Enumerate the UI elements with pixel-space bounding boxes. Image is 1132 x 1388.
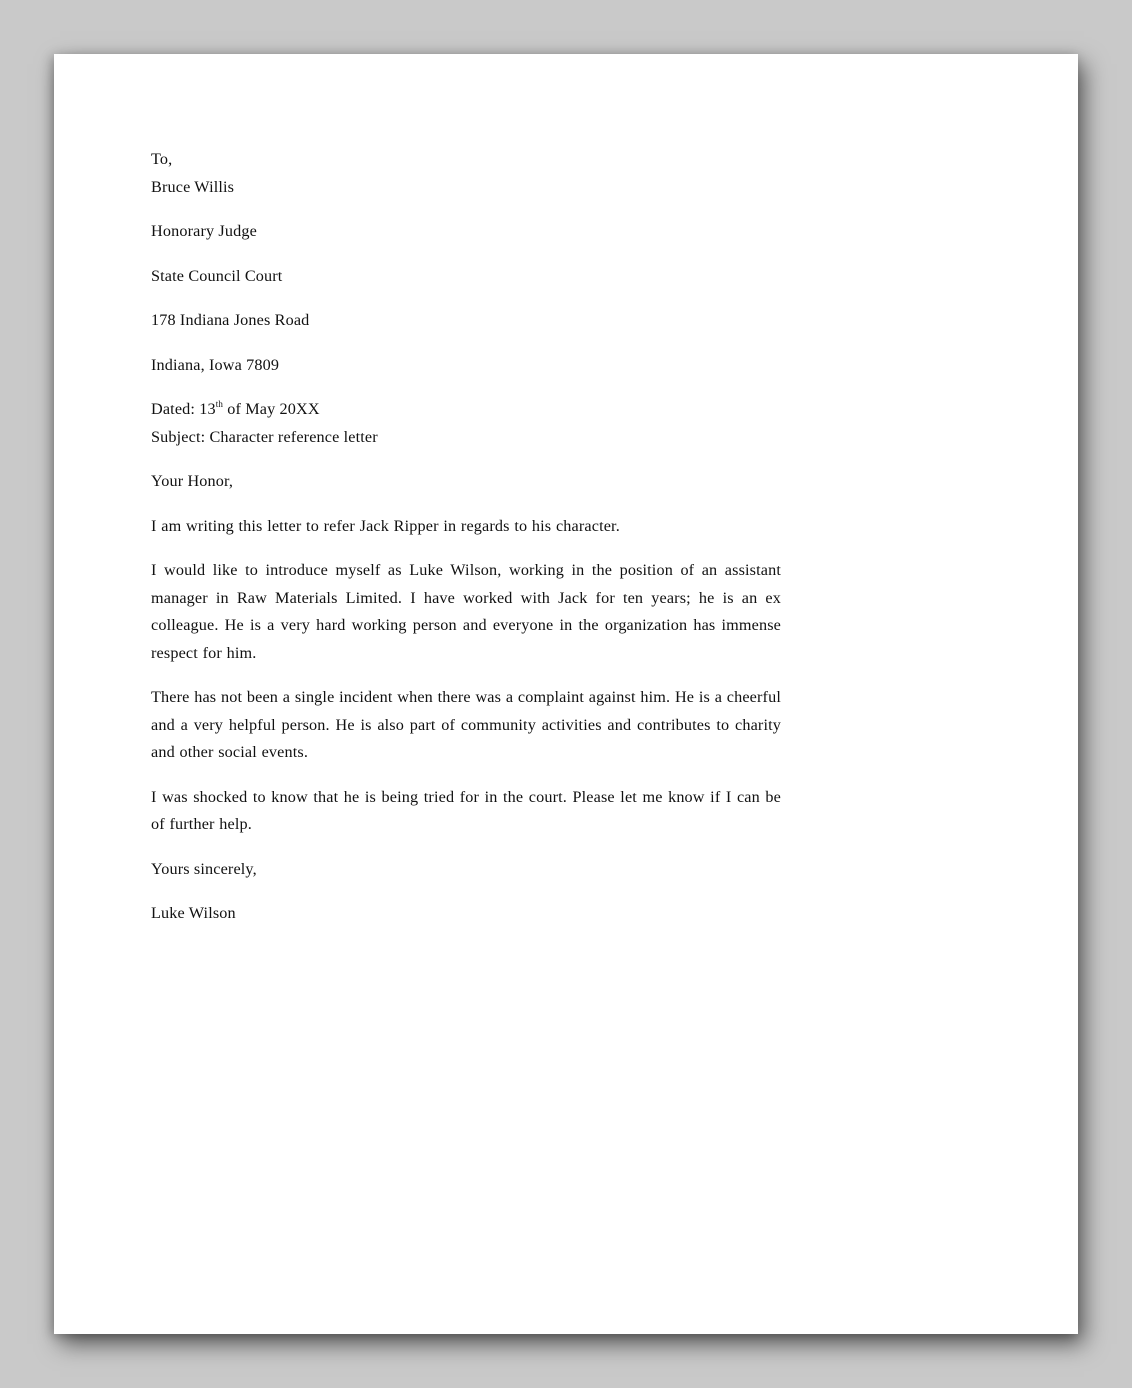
body-paragraph-4: I was shocked to know that he is being tried for in the court. Please let me know if I can be of further help. — [151, 787, 781, 833]
date-rest: of May 20XX — [223, 400, 320, 418]
date-label: Dated: 13 — [151, 400, 216, 418]
subject-line: Subject: Character reference letter — [151, 427, 378, 446]
body-paragraph-2: I would like to introduce myself as Luke Wilson, working in the position of an assistant manager in Raw Materials Limited. I have worked with Jack for ten years; he is an ex colleague. He is a very hard working person and everyone in the organization has immense respect for him. — [151, 561, 781, 662]
letter-body — [151, 146, 781, 928]
body-paragraph-1: I am writing this letter to refer Jack Ripper in regards to his character. — [151, 516, 620, 535]
recipient-city: Indiana, Iowa 7809 — [151, 355, 280, 374]
recipient-street: 178 Indiana Jones Road — [151, 311, 310, 329]
date-line — [151, 396, 781, 424]
recipient-organization: State Council Court — [151, 266, 283, 285]
closing: Yours sincerely, — [151, 859, 257, 878]
body-paragraph-3: There has not been a single incident when there was a complaint against him. He is a cheerful and a very helpful person. He is also part of community activities and contributes to charity and other social events. — [151, 688, 781, 761]
recipient-name: Bruce Willis — [151, 177, 235, 196]
recipient-title: Honorary Judge — [151, 222, 257, 240]
greeting: Your Honor, — [151, 472, 234, 490]
to-line: To, — [151, 150, 173, 168]
letter-page — [54, 54, 1078, 1334]
signature-name: Luke Wilson — [151, 904, 236, 922]
date-suffix: th — [215, 399, 224, 409]
